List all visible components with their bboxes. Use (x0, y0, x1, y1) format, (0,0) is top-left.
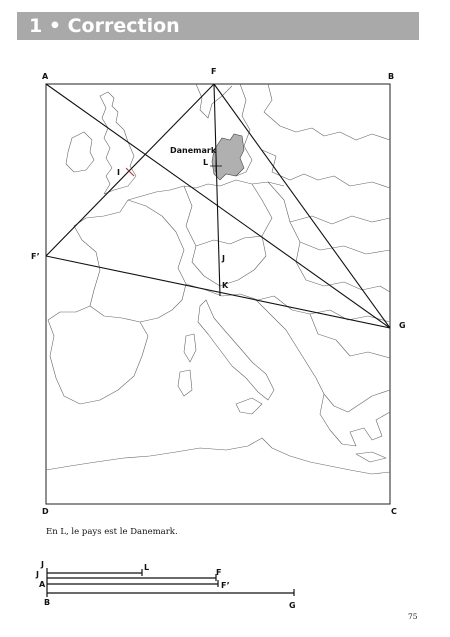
label-point-F: F (211, 67, 217, 76)
label-country: Danemark (170, 146, 217, 155)
answer-caption: En L, le pays est le Danemark. (46, 527, 178, 537)
label-point-J: J (222, 254, 225, 263)
seg-label-F-prime: F’ (221, 581, 230, 590)
marker-I (126, 168, 134, 176)
seg-label-J2: J (36, 570, 39, 579)
page-number: 75 (408, 612, 418, 621)
label-point-F-prime: F’ (31, 252, 40, 261)
seg-label-F: F (216, 568, 222, 577)
label-point-B: B (388, 72, 395, 81)
coastlines (46, 84, 390, 474)
label-point-K: K (222, 281, 229, 290)
line-F-K (214, 84, 220, 296)
seg-label-J1: J (41, 560, 44, 569)
seg-label-A: A (39, 580, 46, 589)
line-F-F-prime (46, 84, 217, 256)
construction-lines (46, 84, 390, 328)
line-F-G (214, 84, 390, 328)
segments-diagram (47, 568, 294, 597)
label-point-L: L (203, 158, 209, 167)
label-point-G: G (399, 321, 406, 330)
label-point-I: I (117, 168, 120, 177)
page-title: 1 • Correction (29, 15, 180, 37)
seg-label-L: L (144, 563, 150, 572)
label-point-A: A (42, 72, 49, 81)
label-point-C: C (391, 507, 397, 516)
seg-label-G: G (289, 601, 296, 610)
seg-label-B: B (44, 598, 51, 607)
label-point-D: D (42, 507, 49, 516)
